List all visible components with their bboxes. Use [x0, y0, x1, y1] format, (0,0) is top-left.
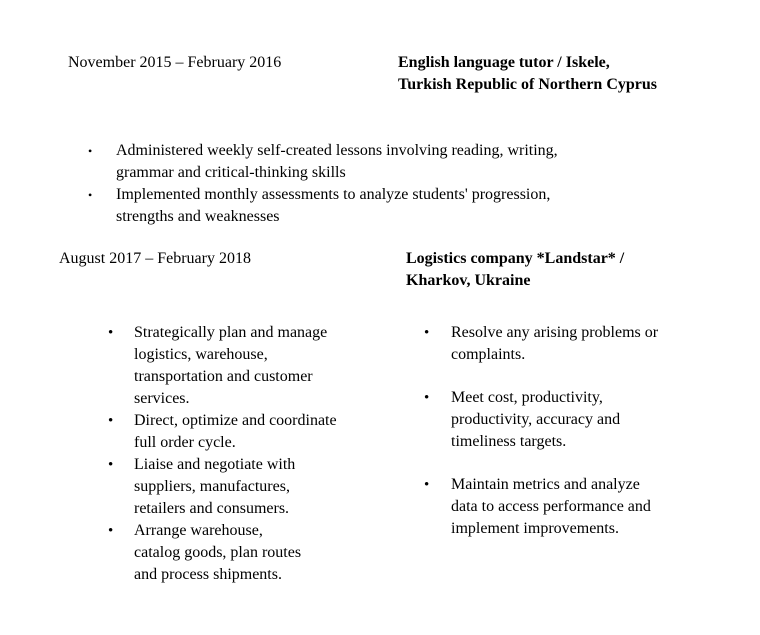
bullet-icon: •: [424, 477, 430, 493]
list-item-line: timeliness targets.: [451, 433, 567, 450]
list-item: [424, 322, 704, 366]
job-2-bullet-list-right: [424, 322, 704, 561]
list-item: [108, 410, 378, 454]
job-2-title-line: Kharkov, Ukraine: [406, 272, 531, 289]
bullet-icon: •: [108, 325, 114, 341]
job-1-title-line: English language tutor / Iskele,: [398, 54, 610, 71]
job-1-title-line: Turkish Republic of Northern Cyprus: [398, 76, 658, 93]
list-item-line: grammar and critical-thinking skills: [116, 164, 346, 181]
list-item-line: data to access performance and: [451, 498, 651, 515]
job-2-dates: August 2017 – February 2018: [59, 250, 251, 267]
job-1-dates: November 2015 – February 2016: [68, 54, 282, 71]
list-item-line: full order cycle.: [134, 434, 236, 451]
list-item-line: logistics, warehouse,: [134, 346, 268, 363]
job-1-title: [398, 52, 657, 96]
bullet-icon: •: [108, 457, 114, 473]
list-item: [108, 454, 378, 520]
list-item-line: transportation and customer: [134, 368, 313, 385]
job-2-title: [406, 248, 624, 292]
list-item-line: and process shipments.: [134, 566, 282, 583]
list-item-line: complaints.: [451, 346, 526, 363]
job-1-bullet-list: [88, 140, 648, 228]
job-2-bullet-list-left: [108, 322, 378, 586]
list-item-line: Meet cost, productivity,: [451, 389, 603, 406]
job-2-title-line: Logistics company *Landstar* /: [406, 250, 625, 267]
bullet-icon: •: [108, 413, 114, 429]
bullet-icon: •: [424, 325, 430, 341]
list-item: [88, 184, 648, 228]
list-item-line: services.: [134, 390, 190, 407]
bullet-icon: •: [108, 523, 114, 539]
bullet-icon: •: [88, 188, 93, 202]
list-item: [108, 520, 378, 586]
list-item-line: productivity, accuracy and: [451, 411, 621, 428]
list-item-line: Arrange warehouse,: [134, 522, 263, 539]
list-item: [424, 474, 704, 540]
list-item-line: retailers and consumers.: [134, 500, 290, 517]
list-item-line: implement improvements.: [451, 520, 619, 537]
list-item-line: suppliers, manufactures,: [134, 478, 290, 495]
list-item: [108, 322, 378, 410]
list-item-line: Implemented monthly assessments to analyze students' progression,: [116, 186, 551, 203]
list-item: [424, 387, 704, 453]
list-item-line: Resolve any arising problems or: [451, 324, 659, 341]
list-item-line: strengths and weaknesses: [116, 208, 280, 225]
list-item: [88, 140, 648, 184]
list-item-line: Maintain metrics and analyze: [451, 476, 640, 493]
list-item-line: Direct, optimize and coordinate: [134, 412, 337, 429]
list-item-line: Strategically plan and manage: [134, 324, 328, 341]
bullet-icon: •: [88, 144, 93, 158]
bullet-icon: •: [424, 390, 430, 406]
list-item-line: Administered weekly self-created lessons involving reading, writing,: [116, 142, 558, 159]
list-item-line: catalog goods, plan routes: [134, 544, 302, 561]
list-item-line: Liaise and negotiate with: [134, 456, 296, 473]
